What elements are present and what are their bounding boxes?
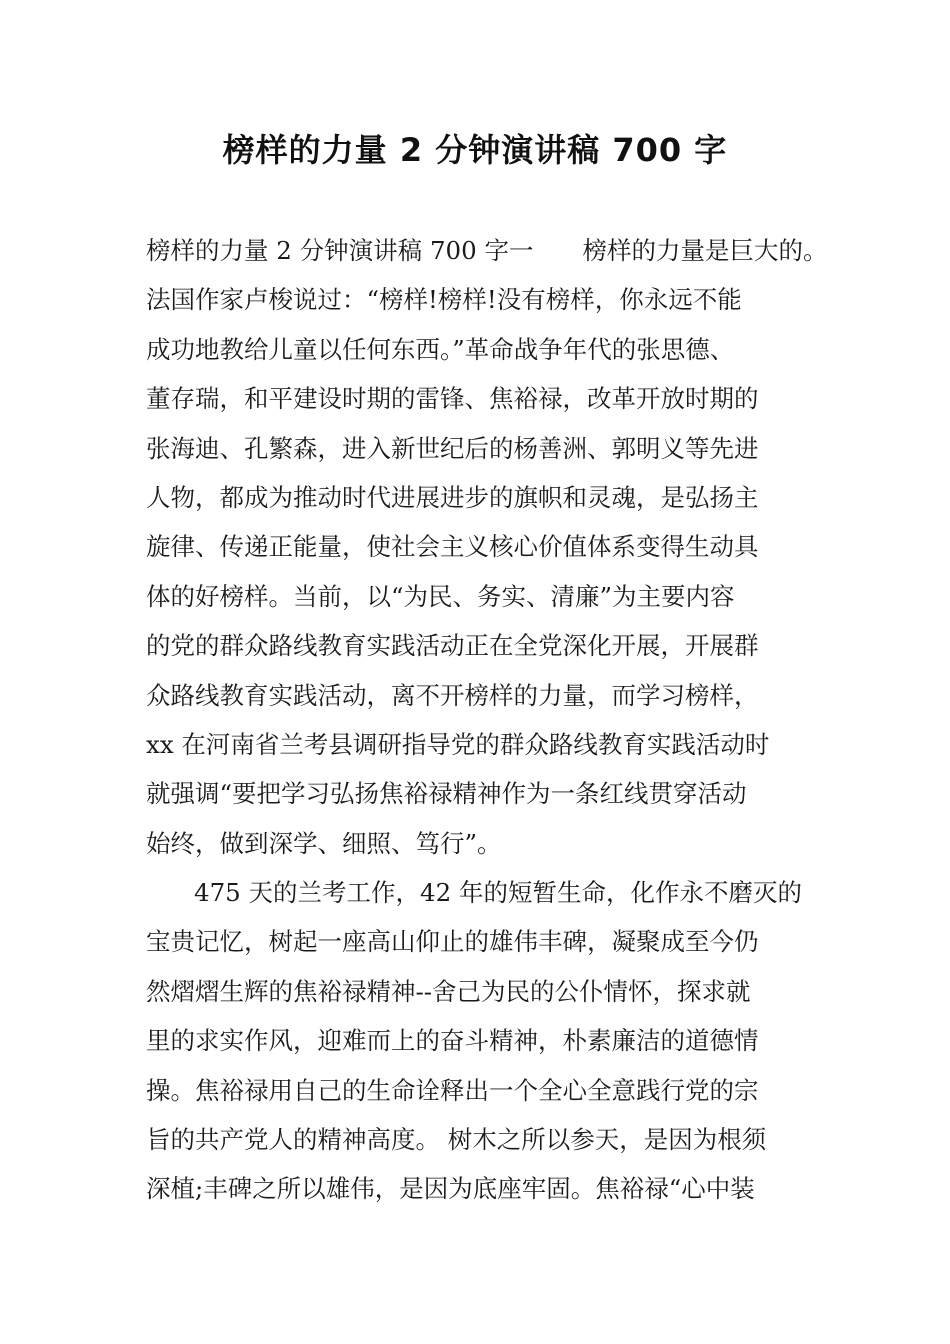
paragraph-line: 众路线教育实践活动，离不开榜样的力量，而学习榜样， — [146, 680, 759, 710]
paragraph-line: 董存瑞，和平建设时期的雷锋、焦裕禄，改革开放时期的 — [146, 384, 759, 414]
paragraph — [146, 226, 826, 868]
paragraph-line: 人物，都成为推动时代进展进步的旗帜和灵魂，是弘扬主 — [146, 482, 759, 512]
paragraph-line: 就强调“要把学习弘扬焦裕禄精神作为一条红线贯穿活动 — [146, 779, 747, 809]
paragraph-line: 成功地教给儿童以任何东西。”革命战争年代的张思德、 — [146, 334, 735, 364]
paragraph-line: 始终，做到深学、细照、笃行”。 — [146, 828, 502, 858]
paragraph-line: 的党的群众路线教育实践活动正在全党深化开展，开展群 — [146, 631, 759, 661]
paragraph-line: 榜样的力量 2 分钟演讲稿 700 字一 榜样的力量是巨大的。 — [146, 236, 828, 265]
document-title: 榜样的力量 2 分钟演讲稿 700 字 — [222, 131, 728, 169]
paragraph-line: 旋律、传递正能量，使社会主义核心价值体系变得生动具 — [146, 532, 759, 562]
paragraph-line: 张海迪、孔繁森，进入新世纪后的杨善洲、郭明义等先进 — [146, 433, 759, 463]
paragraph-line: 法国作家卢梭说过：“榜样!榜样!没有榜样，你永远不能 — [146, 285, 742, 315]
paragraph-line: 体的好榜样。当前，以“为民、务实、清廉”为主要内容 — [146, 581, 735, 611]
paragraph-line: 里的求实作风，迎难而上的奋斗精神，朴素廉洁的道德情 — [146, 1026, 759, 1056]
paragraph — [146, 868, 826, 1214]
paragraph-line: 深植;丰碑之所以雄伟，是因为底座牢固。焦裕禄“心中装 — [146, 1174, 755, 1204]
document-body — [146, 226, 826, 1214]
paragraph-line: 操。焦裕禄用自己的生命诠释出一个全心全意践行党的宗 — [146, 1075, 759, 1105]
paragraph-line: 然熠熠生辉的焦裕禄精神--舍己为民的公仆情怀，探求就 — [146, 976, 751, 1006]
paragraph-line: 宝贵记忆，树起一座高山仰止的雄伟丰碑，凝聚成至今仍 — [146, 927, 759, 957]
paragraph-line: 475 天的兰考工作，42 年的短暂生命，化作永不磨灭的 — [194, 878, 803, 908]
paragraph-line: xx 在河南省兰考县调研指导党的群众路线教育实践活动时 — [146, 729, 770, 759]
paragraph-line: 旨的共产党人的精神高度。 树木之所以参天，是因为根须 — [146, 1125, 767, 1155]
